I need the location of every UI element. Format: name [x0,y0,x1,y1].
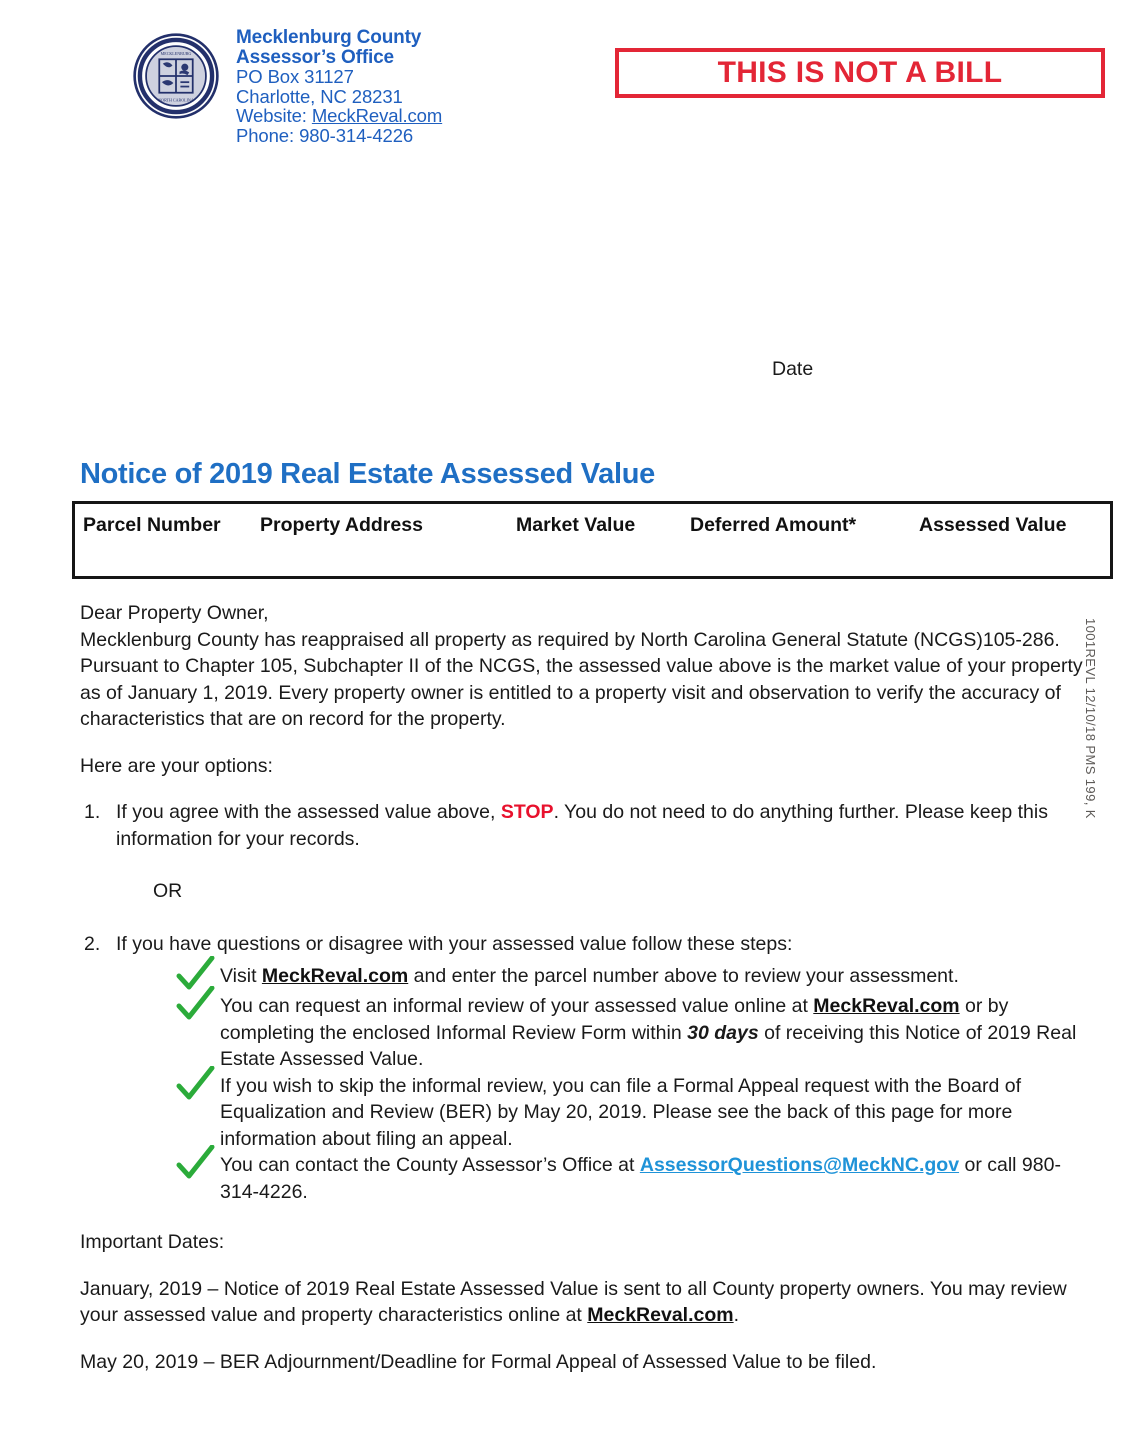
option-2-number: 2. [84,932,101,955]
green-check-icon [175,1066,215,1104]
not-a-bill-banner [615,48,1105,98]
agency-address-block [236,28,442,146]
green-check-icon [175,986,215,1024]
letterhead [132,28,442,146]
date-label: Date [772,358,814,380]
agency-website-line [236,106,442,126]
option-2-steps [80,963,1085,1205]
list-item [80,963,1085,993]
list-item [80,1152,1085,1205]
step-2-link[interactable]: MeckReval.com [813,995,960,1017]
step-4-post: or call 980-314-4226. [220,1154,1061,1203]
important-dates-heading: Important Dates: [80,1231,225,1253]
step-4-pre: You can contact the County Assessor’s Office at [220,1154,640,1176]
assessor-email-link[interactable]: AssessorQuestions@MeckNC.gov [639,1154,960,1176]
stop-emphasis: STOP [500,801,554,823]
option-1 [80,799,1085,852]
agency-phone: Phone: 980-314-4226 [236,124,414,146]
step-1-link[interactable]: MeckReval.com [261,965,409,987]
important-dates-section [80,1229,1085,1375]
list-item [80,1073,1085,1153]
column-header-property-address: Property Address [260,514,423,536]
agency-name-line2: Assessor’s Office [236,46,394,68]
svg-text:NORTH CAROLINA: NORTH CAROLINA [158,97,194,103]
step-2-tail: of receiving this Notice of 2019 Real Estate Assessed Value. [220,1021,1077,1070]
option-1-pre: If you agree with the assessed value above, [116,801,501,823]
important-date-january [80,1276,1085,1329]
green-check-icon [175,1145,215,1183]
step-2-pre: You can request an informal review of your assessed value online at [220,995,814,1017]
salutation: Dear Property Owner, [80,602,269,624]
table-header-row [75,504,1110,576]
website-link[interactable]: MeckReval.com [311,105,443,127]
option-1-number: 1. [84,801,101,823]
page-title: Notice of 2019 Real Estate Assessed Value [80,458,655,490]
option-2-text: If you have questions or disagree with your assessed value follow these steps: [116,932,793,955]
option-2 [80,931,1085,958]
mecklenburg-county-seal-icon [132,32,220,120]
step-2-post: or by completing the enclosed Informal Review Form within [220,995,1009,1044]
january-date-link[interactable]: MeckReval.com [587,1304,734,1326]
letter-body [80,600,1085,1395]
agency-name-line1: Mecklenburg County [236,27,422,48]
agency-po-box: PO Box 31127 [236,66,354,88]
column-header-parcel-number: Parcel Number [83,514,221,536]
website-label: Website: [236,105,312,127]
or-separator: OR [153,880,183,902]
important-date-may: May 20, 2019 – BER Adjournment/Deadline for Formal Appeal of Assessed Value to be filed. [80,1350,877,1373]
column-header-deferred-amount: Deferred Amount* [690,514,857,536]
step-1-pre: Visit [220,965,262,987]
svg-text:MECKLENBURG: MECKLENBURG [160,50,192,56]
column-header-market-value: Market Value [516,514,636,536]
column-header-assessed-value: Assessed Value [919,514,1067,536]
parcel-summary-table [72,501,1113,579]
january-date-pre: January, 2019 – Notice of 2019 Real Estate Assessed Value is sent to all County property owners. You may review your assessed value and property characteristics online at [80,1277,1067,1326]
list-item [80,993,1085,1073]
january-date-post: . [733,1304,740,1326]
step-1-post: and enter the parcel number above to review your assessment. [408,965,959,987]
intro-paragraph: Mecklenburg County has reappraised all property as required by North Carolina General Statute (NCGS)105-286. Pursuant to Chapter 105, Subchapter II of the NCGS, the assessed value above is the market value of your property as of January 1, 2019. Every property owner is entitled to a property visit and observation to verify the accuracy of characteristics that are on record for the property. [80,628,1083,730]
options-list [80,799,1085,1205]
step-3-text: If you wish to skip the informal review, you can file a Formal Appeal request with the Board of Equalization and Review (BER) by May 20, 2019. Please see the back of this page for more information about filing an appeal. [220,1074,1021,1150]
print-margin-code: 1001REVL 12/10/18 PMS 199, K [1083,618,1098,819]
step-2-emphasis: 30 days [687,1021,759,1044]
options-lead: Here are your options: [80,754,273,777]
option-1-post: . You do not need to do anything further. Please keep this information for your records. [116,801,1048,850]
not-a-bill-text: THIS IS NOT A BILL [717,56,1003,89]
agency-city-state-zip: Charlotte, NC 28231 [236,85,403,107]
